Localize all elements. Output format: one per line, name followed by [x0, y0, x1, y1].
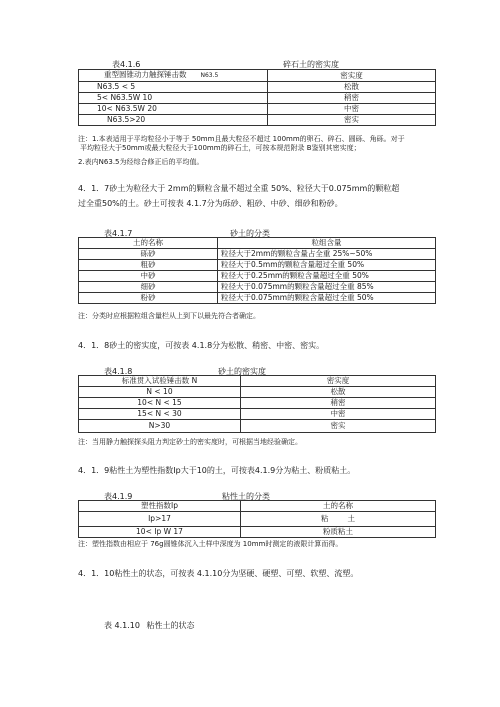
table-row	[79, 527, 436, 538]
table-cell: N>30	[79, 420, 241, 433]
table-header-row	[79, 501, 436, 512]
table-row	[79, 398, 436, 409]
table-cell: 10< N63.5W 20	[79, 104, 268, 115]
table-cell: 中密	[268, 104, 436, 115]
table-caption: 表4.1.9	[104, 492, 133, 501]
table-note: 注：当用静力触探探头阻力判定砂土的密实度时，可根据当地经验确定。	[78, 438, 302, 446]
table-cell: 5< N63.5W 10	[79, 93, 268, 104]
table-row	[79, 93, 436, 104]
table-header-row	[79, 376, 436, 387]
table-row	[79, 387, 436, 398]
table-4-1-9	[78, 500, 436, 538]
table-cell: 粉质粘土	[241, 527, 436, 538]
table-row	[79, 293, 436, 304]
table-note: 注：塑性指数由相应于 76g圆锥体沉入土样中深度为 10mm时测定的液限计算而得。	[78, 540, 343, 548]
table-row	[79, 420, 436, 433]
header-cell: 塑性指数Ip	[79, 501, 241, 512]
table-cell: 粉砂	[79, 293, 218, 304]
table-cell: 中砂	[79, 271, 218, 282]
header-cell: 重型圆锥动力触探锤击数 N63.5	[79, 70, 268, 82]
table-title: 砂土的分类	[230, 229, 270, 238]
table-cell: 10< Ip W 17	[79, 527, 241, 538]
table-cell: 粘 土	[241, 512, 436, 527]
table-cell: 密实	[241, 420, 436, 433]
table-row	[79, 512, 436, 527]
table-cell: 稍密	[268, 93, 436, 104]
table-cell: 粒径大于0.075mm的颗粒含量超过全重 50%	[218, 293, 436, 304]
table-cell: 密实	[268, 115, 436, 126]
table-cell: N < 10	[79, 387, 241, 398]
table-row	[79, 271, 436, 282]
table-caption: 表4.1.8	[104, 367, 133, 376]
header-cell: 密实度	[241, 376, 436, 387]
caption-number: 表 4.1.10	[104, 621, 140, 630]
table-note: 注：1.本表适用于平均粒径小于等于 50mm且最大粒径不超过 100mm的卵石、碎石、圆砾、角砾。对于	[78, 135, 405, 143]
header-cell: 标准贯入试验锤击数 N	[79, 376, 241, 387]
table-cell: 松散	[268, 82, 436, 93]
table-cell: 粒径大于0.5mm的颗粒含量超过全重 50%	[218, 260, 436, 271]
table-cell: N63.5 < 5	[79, 82, 268, 93]
table-title: 碎石土的密实度	[283, 60, 339, 69]
table-caption: 表4.1.7	[104, 229, 133, 238]
table-row	[79, 282, 436, 293]
header-cell: 密实度	[268, 70, 436, 82]
table-4-1-8	[78, 375, 436, 433]
paragraph: 4．1．8砂土的密实度，可按表 4.1.8分为松散、稍密、中密、密实。	[78, 341, 325, 350]
table-note: 注：分类时应根据粒组含量栏从上到下以最先符合者确定。	[78, 312, 260, 320]
table-title: 砂土的密实度	[218, 367, 266, 376]
paragraph: 过全重50%的土。砂土可按表 4.1.7分为砾砂、粗砂、中砂、细砂和粉砂。	[78, 199, 343, 208]
table-cell: 中密	[241, 409, 436, 420]
table-row	[79, 115, 436, 126]
table-row	[79, 409, 436, 420]
table-row	[79, 260, 436, 271]
table-cell: 粒径大于2mm的颗粒含量占全重 25%~50%	[218, 249, 436, 260]
table-cell: 稍密	[241, 398, 436, 409]
header-cell: 土的名称	[241, 501, 436, 512]
table-row	[79, 82, 436, 93]
table-cell: 10< N < 15	[79, 398, 241, 409]
table-row	[79, 104, 436, 115]
caption-title: 粘性土的状态	[146, 621, 195, 630]
table-note: 平均粒径大于50mm或最大粒径大于100mm的碎石土，可按本规范附录 B鉴别其密实度；	[80, 144, 361, 152]
table-header-row	[79, 238, 436, 249]
table-cell: 15< N < 30	[79, 409, 241, 420]
table-cell: 细砂	[79, 282, 218, 293]
paragraph: 4．1．10粘性土的状态，可按表 4.1.10分为坚硬、硬塑、可塑、软塑、流塑。	[78, 569, 359, 578]
table-title: 粘性土的分类	[222, 492, 270, 501]
header-cell: 土的名称	[79, 238, 218, 249]
table-cell: 粗砂	[79, 260, 218, 271]
table-cell: 粒径大于0.25mm的颗粒含量超过全重 50%	[218, 271, 436, 282]
table-4-1-6	[78, 69, 436, 126]
table-4-1-7	[78, 237, 436, 304]
paragraph: 4．1．7砂土为粒径大于 2mm的颗粒含量不超过全重 50%、粒径大于0.075mm的颗粒超	[78, 184, 400, 193]
table-cell: 松散	[241, 387, 436, 398]
table-cell: Ip>17	[79, 512, 241, 527]
header-cell: 粒组含量	[218, 238, 436, 249]
table-row	[79, 249, 436, 260]
table-cell: 粒径大于0.075mm的颗粒含量超过全重 85%	[218, 282, 436, 293]
table-caption	[104, 620, 195, 631]
table-caption: 表4.1.6	[112, 60, 141, 69]
table-note: 2.表内N63.5为经综合修正后的平均值。	[78, 158, 204, 166]
table-cell: 砾砂	[79, 249, 218, 260]
paragraph: 4．1．9粘性土为塑性指数Ip大于10的土，可按表4.1.9分为粘土、粉质粘土。	[78, 466, 356, 475]
table-cell: N63.5>20	[79, 115, 268, 126]
table-header-row	[79, 70, 436, 82]
